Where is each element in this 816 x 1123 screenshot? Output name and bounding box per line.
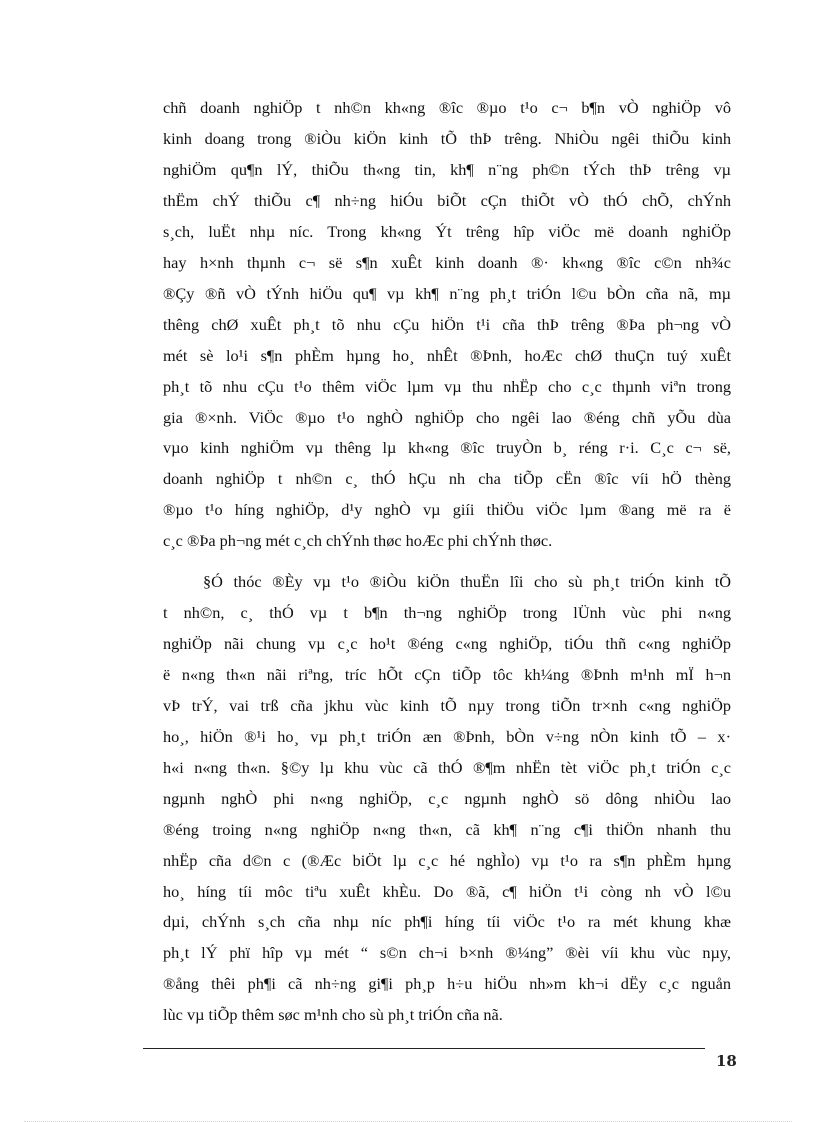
text-line: mét sè lo¹i s¶n phÈm hµng ho¸ nhÊt ®Þnh, hoÆc chØ thuÇn tuý xuÊt	[163, 345, 731, 365]
text-line: gia ®×nh. ViÖc ®µo t¹o nghÒ nghiÖp cho ngêi lao ®éng chñ yÕu dùa	[163, 407, 731, 427]
text-line: hay h×nh thµnh c¬ së s¶n xuÊt kinh doanh ®· kh«ng ®îc c©n nh¾c	[163, 252, 731, 272]
footer-divider	[143, 1048, 705, 1049]
text-line: c¸c ®Þa ph¬ng mét c¸ch chÝnh thøc hoÆc phi chÝnh thøc.	[163, 531, 553, 551]
text-line: ®µo t¹o híng nghiÖp, d¹y nghÒ vµ giíi thiÖu viÖc lµm ®ang më ra ë	[163, 500, 731, 520]
text-line: thËm chÝ thiÕu c¶ nh÷ng hiÓu biÕt cÇn thiÕt vÒ thÓ chÕ, chÝnh	[163, 190, 731, 210]
text-line: ph¸t tõ nhu cÇu t¹o thêm viÖc lµm vµ thu nhËp cho c¸c thµnh viªn trong	[163, 376, 731, 396]
text-line: h«i n«ng th«n. §©y lµ khu vùc cã thÓ ®¶m nhËn tèt viÖc ph¸t triÓn c¸c	[163, 757, 731, 777]
text-line: vÞ trÝ, vai trß cña jkhu vùc kinh tÕ nµy trong tiÕn tr×nh c«ng nghiÖp	[163, 695, 731, 715]
text-line: ngµnh nghÒ phi n«ng nghiÖp, c¸c ngµnh nghÒ sö dông nhiÒu lao	[163, 788, 731, 808]
text-line: nghiÖp nãi chung vµ c¸c ho¹t ®éng c«ng nghiÖp, tiÓu thñ c«ng nghiÖp	[163, 633, 731, 653]
text-line: thêng chØ xuÊt ph¸t tõ nhu cÇu hiÖn t¹i cña thÞ trêng ®Þa ph¬ng vÒ	[163, 314, 731, 334]
text-line: doanh nghiÖp t nh©n c¸ thÓ hÇu nh cha tiÕp cËn ®îc víi hÖ thèng	[163, 469, 731, 489]
paragraph-1	[163, 93, 731, 557]
text-line: §Ó thóc ®Èy vµ t¹o ®iÒu kiÖn thuËn lîi cho sù ph¸t triÓn kinh tÕ	[203, 572, 731, 591]
text-line: chñ doanh nghiÖp t nh©n kh«ng ®îc ®µo t¹o c¬ b¶n vÒ nghiÖp vô	[163, 98, 731, 117]
text-line: s¸ch, luËt nhµ níc. Trong kh«ng Ýt trêng hîp viÖc më doanh nghiÖp	[163, 221, 731, 241]
text-line: nhËp cña d©n c (®Æc biÖt lµ c¸c hé nghÌo) vµ t¹o ra s¶n phÈm hµng	[163, 850, 731, 870]
text-line: dµi, chÝnh s¸ch cña nhµ níc ph¶i híng tíi viÖc t¹o ra mét khung khæ	[163, 912, 731, 932]
text-line: ë n«ng th«n nãi riªng, tríc hÕt cÇn tiÕp tôc kh¼ng ®Þnh m¹nh mÏ h¬n	[163, 664, 731, 684]
text-line: ®éng troing n«ng nghiÖp n«ng th«n, cã kh¶ n¨ng c¶i thiÖn nhanh thu	[163, 819, 731, 839]
text-line: ho¸ híng tíi môc tiªu xuÊt khÈu. Do ®ã, c¶ hiÖn t¹i còng nh vÒ l©u	[163, 881, 731, 901]
text-line: ®Çy ®ñ vÒ tÝnh hiÖu qu¶ vµ kh¶ n¨ng ph¸t triÓn l©u bÒn cña nã, mµ	[163, 283, 731, 303]
text-line: ph¸t lÝ phï hîp vµ mét “ s©n ch¬i b×nh ®¼ng” ®èi víi khu vùc nµy,	[163, 943, 731, 963]
page-number: 18	[716, 1052, 737, 1070]
text-line: lùc vµ tiÕp thêm søc m¹nh cho sù ph¸t triÓn cña nã.	[163, 1005, 503, 1025]
text-line: kinh doang trong ®iÒu kiÖn kinh tÕ thÞ trêng. NhiÒu ngêi thiÕu kinh	[163, 128, 731, 148]
page-bottom-dotted-edge	[24, 1121, 792, 1122]
paragraph-2	[163, 567, 731, 1031]
text-line: t nh©n, c¸ thÓ vµ t b¶n th¬ng nghiÖp trong lÜnh vùc phi n«ng	[163, 602, 731, 622]
text-line: ho¸, hiÖn ®¹i ho¸ vµ ph¸t triÓn æn ®Þnh, bÒn v÷ng nÒn kinh tÕ – x·	[163, 726, 731, 746]
text-line: vµo kinh nghiÖm vµ thêng lµ kh«ng ®îc truyÒn b¸ réng r·i. C¸c c¬ së,	[163, 438, 731, 458]
text-line: ®ång thêi ph¶i cã nh÷ng gi¶i ph¸p h÷u hiÖu nh»m kh¬i dËy c¸c nguån	[163, 974, 731, 994]
text-line: nghiÖm qu¶n lÝ, thiÕu th«ng tin, kh¶ n¨ng ph©n tÝch thÞ trêng vµ	[163, 159, 731, 179]
